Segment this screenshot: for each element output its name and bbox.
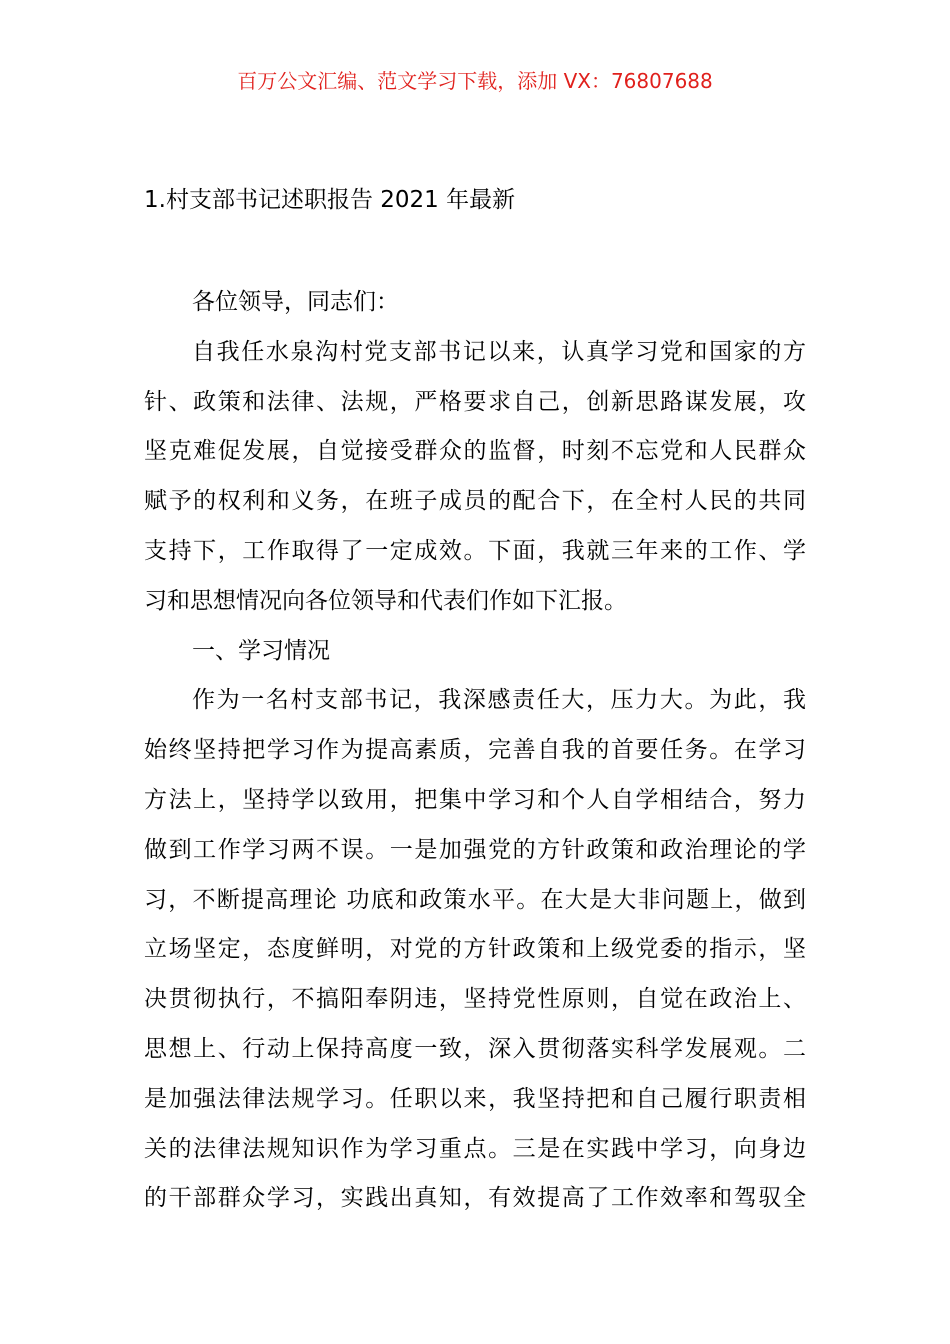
paragraph-line: 习和思想情况向各位领导和代表们作如下汇报。 <box>144 587 627 614</box>
header-banner: 百万公文汇编、范文学习下载，添加 VX：76807688 <box>237 69 713 93</box>
paragraph-line: 的干部群众学习，实践出真知，有效提高了工作效率和驾驭全 <box>144 1185 806 1212</box>
paragraph-line: 各位领导，同志们： <box>192 289 399 315</box>
paragraph-line: 支持下，工作取得了一定成效。下面，我就三年来的工作、学 <box>144 537 806 564</box>
paragraph-line: 自我任水泉沟村党支部书记以来，认真学习党和国家的方 <box>192 338 806 365</box>
section-heading: 一、学习情况 <box>192 637 330 664</box>
document-body <box>144 283 806 1229</box>
paragraph-line: 立场坚定，态度鲜明，对党的方针政策和上级党委的指示，坚 <box>144 936 806 963</box>
paragraph-line: 方法上，坚持学以致用，把集中学习和个人自学相结合，努力 <box>144 786 806 813</box>
paragraph-line: 做到工作学习两不误。一是加强党的方针政策和政治理论的学 <box>144 836 806 863</box>
paragraph-line: 习，不断提高理论 功底和政策水平。在大是大非问题上，做到 <box>144 886 806 913</box>
paragraph-line: 作为一名村支部书记，我深感责任大，压力大。为此，我 <box>192 687 806 714</box>
paragraph-line: 始终坚持把学习作为提高素质，完善自我的首要任务。在学习 <box>144 737 806 764</box>
paragraph-line: 关的法律法规知识作为学习重点。三是在实践中学习，向身边 <box>144 1135 806 1162</box>
paragraph-line: 思想上、行动上保持高度一致，深入贯彻落实科学发展观。二 <box>144 1035 806 1062</box>
paragraph-line: 是加强法律法规学习。任职以来，我坚持把和自己履行职责相 <box>144 1085 806 1112</box>
paragraph-line: 坚克难促发展，自觉接受群众的监督，时刻不忘党和人民群众 <box>144 438 806 465</box>
paragraph-line: 针、政策和法律、法规，严格要求自己，创新思路谋发展，攻 <box>144 388 806 415</box>
paragraph-line: 决贯彻执行，不搞阳奉阴违，坚持党性原则，自觉在政治上、 <box>144 986 806 1013</box>
paragraph-line: 赋予的权利和义务，在班子成员的配合下，在全村人民的共同 <box>144 488 806 515</box>
document-title: 1.村支部书记述职报告 2021 年最新 <box>144 187 516 213</box>
